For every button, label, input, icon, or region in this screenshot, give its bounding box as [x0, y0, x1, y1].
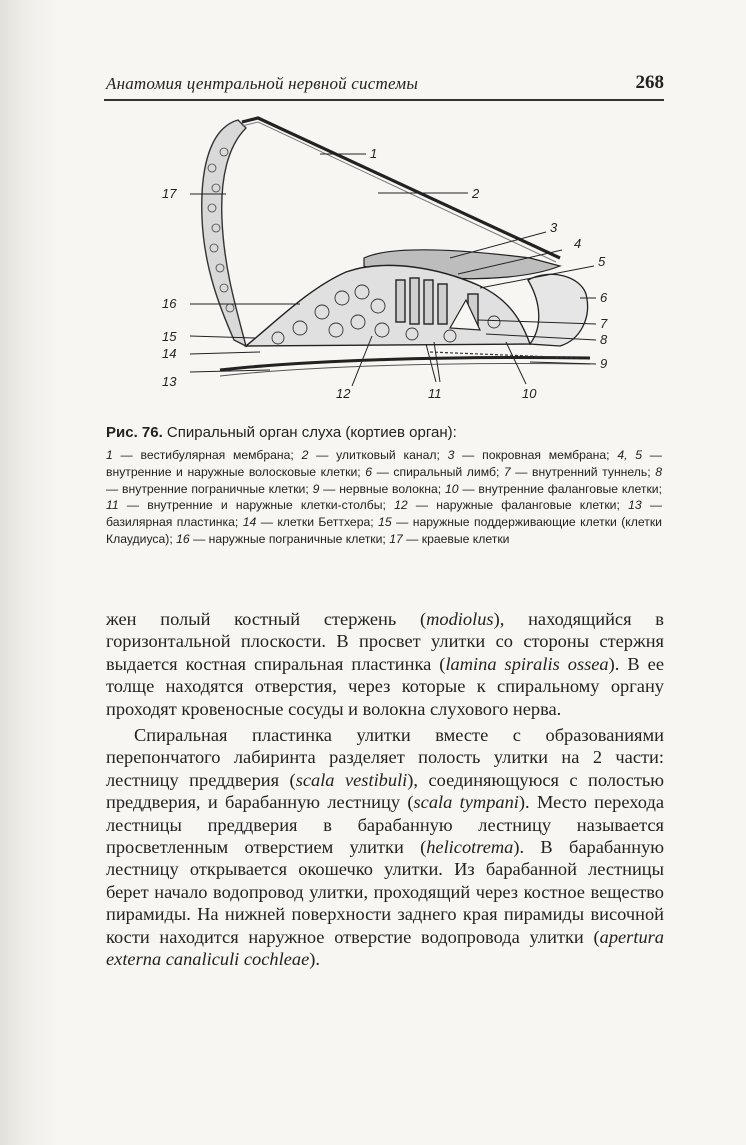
fig-label-12: 12: [336, 386, 351, 401]
legend-number: 16: [176, 531, 190, 546]
legend-number: 8: [655, 464, 662, 479]
legend-number: 17: [389, 531, 403, 546]
legend-text: — внутренние фаланговые клетки;: [458, 481, 662, 496]
spiral-limbus: [528, 274, 588, 346]
legend-number: 2: [301, 448, 309, 462]
fig-label-11: 11: [428, 386, 442, 401]
legend-text: — вестибулярная мембрана;: [112, 448, 302, 462]
legend-text: — внутренние и наружные клетки-столбы;: [118, 498, 395, 513]
text-run: ). В ее толще находятся отверстия, через которые к спиральному органу проходят кровеносные сосуды и волокна слухового нерва.: [106, 653, 665, 719]
legend-number: 11: [106, 498, 119, 513]
organ-of-corti-figure: [150, 108, 620, 408]
fig-label-16: 16: [162, 296, 177, 311]
page-header: [106, 72, 664, 98]
legend-number: 15: [378, 515, 392, 530]
caption-fig-number: Рис. 76.: [106, 424, 163, 441]
figure-caption: [106, 424, 662, 548]
latin-term: scala tympani: [413, 792, 519, 813]
legend-text: — базилярная пластинка;: [106, 498, 663, 530]
fig-label-13: 13: [162, 374, 177, 389]
fig-label-4: 4: [574, 236, 582, 251]
legend-number: 12: [394, 498, 408, 513]
legend-text: — наружные пограничные клетки;: [189, 531, 390, 546]
header-rule: [104, 99, 664, 101]
fig-label-2: 2: [472, 186, 480, 201]
text-run: ). Место перехода лестницы преддверия в барабанную лестницу называется просветленным отверстием улитки (: [106, 792, 664, 858]
legend-number: 6: [365, 464, 373, 479]
text-run: жен полый костный стержень (: [106, 609, 427, 629]
legend-text: — покровная мембрана;: [454, 448, 618, 462]
legend-number: 7: [503, 464, 511, 479]
fig-label-5: 5: [598, 254, 606, 269]
organ-of-corti-drawing: [150, 108, 620, 408]
stria-vascularis-shape: [202, 120, 246, 346]
text-run: ), соединяющуюся с полостью преддверия, и барабанную лестницу (: [106, 769, 664, 813]
fig-label-6: 6: [600, 290, 608, 305]
legend-text: — наружные поддерживающие клетки (клетки Клаудиуса);: [106, 515, 662, 546]
page-number: 268: [635, 72, 664, 93]
legend-text: — нервные волокна;: [319, 481, 445, 496]
legend-number: 1: [106, 448, 113, 462]
fig-label-15: 15: [162, 329, 177, 344]
vestibular-membrane: [242, 118, 560, 258]
text-run: ), находящийся в горизонтальной плоскости. В просвет улитки со стороны стержня выдается костная спиральная пластинка (: [106, 609, 664, 674]
fig-label-14: 14: [162, 346, 177, 361]
legend-text: — внутренний туннель;: [510, 464, 656, 479]
fig-label-9: 9: [600, 356, 608, 371]
latin-term: modiolus: [426, 609, 494, 629]
running-title: Анатомия центральной нервной системы: [106, 74, 419, 93]
legend-number: 3: [447, 448, 455, 462]
caption-legend: [106, 447, 662, 548]
legend-text: — внутренние и наружные волосковые клетки;: [106, 448, 662, 479]
latin-term: apertura externa canaliculi cochleae: [106, 926, 664, 970]
text-run: Спиральная пластинка улитки вместе с образованиями перепончатого лабиринта разделяет полость улитки на 2 части: лестницу преддверия (: [106, 725, 664, 790]
legend-text: — внутренние пограничные клетки;: [106, 481, 313, 496]
legend-text: — улитковый канал;: [308, 448, 448, 462]
text-run: ). В барабанную лестницу открывается окошечко улитки. Из барабанной лестницы берет начало водопровод улитки, проходящий через костное вещество пирамиды. На нижней поверхности заднего края пирамиды височной кости находится наружное отверстие водопровода улитки (: [106, 837, 665, 947]
legend-text: — спиральный лимб;: [372, 464, 504, 479]
latin-term: lamina spiralis ossea: [445, 653, 609, 674]
legend-number: 4, 5: [617, 448, 643, 462]
fig-label-17: 17: [162, 186, 177, 201]
legend-text: — наружные фаланговые клетки;: [407, 498, 629, 513]
fig-label-8: 8: [600, 332, 608, 347]
latin-term: scala vestibuli: [295, 769, 408, 790]
caption-title-text: Спиральный орган слуха (кортиев орган):: [162, 424, 457, 441]
legend-number: 10: [444, 481, 459, 496]
legend-number: 9: [312, 481, 320, 496]
fig-label-3: 3: [550, 220, 558, 235]
legend-number: 14: [242, 515, 257, 530]
latin-term: helicotrema: [426, 837, 514, 858]
fig-label-1: 1: [370, 146, 378, 161]
caption-title: [106, 424, 662, 441]
text-run: ).: [309, 949, 320, 970]
paragraph-1: [106, 608, 664, 720]
fig-label-10: 10: [522, 386, 537, 401]
paragraph-2: [106, 724, 664, 970]
legend-text: — краевые клетки: [402, 531, 510, 546]
fig-label-7: 7: [600, 316, 608, 331]
legend-number: 13: [628, 498, 642, 513]
body-text: [106, 608, 664, 971]
legend-text: — клетки Беттхера;: [256, 515, 379, 530]
scan-edge-shadow: [0, 0, 58, 1145]
